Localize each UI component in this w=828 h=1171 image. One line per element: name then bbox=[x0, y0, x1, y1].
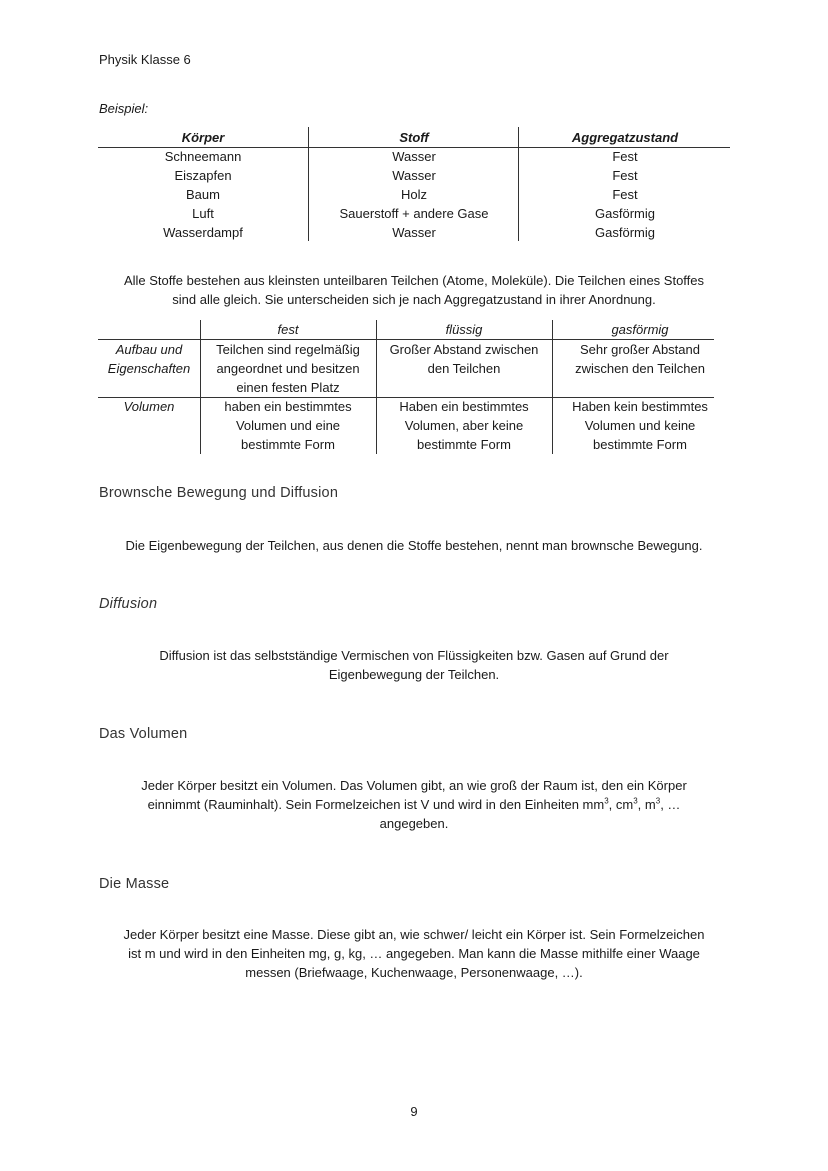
table-cell: Gasförmig bbox=[595, 206, 655, 221]
text-line: ist m und wird in den Einheiten mg, g, kg, … angegeben. Man kann die Masse mithilfe einer Waage bbox=[128, 946, 700, 961]
table-cell: Schneemann bbox=[164, 149, 242, 164]
states-table bbox=[98, 320, 730, 454]
column-aggregatzustand bbox=[518, 127, 731, 241]
superscript: 3 bbox=[655, 796, 661, 806]
text-line: bestimmte Form bbox=[417, 437, 511, 452]
text-line: Volumen, aber keine bbox=[404, 418, 524, 433]
text-line: angegeben. bbox=[379, 816, 449, 831]
page-number: 9 bbox=[410, 1104, 418, 1119]
column-header: Aggregatzustand bbox=[571, 130, 679, 145]
section-heading-volume: Das Volumen bbox=[99, 726, 188, 742]
column-header-fluessig: flüssig bbox=[445, 322, 483, 337]
table-cell: Holz bbox=[400, 187, 427, 202]
table-cell bbox=[376, 340, 552, 378]
text-line: zwischen den Teilchen bbox=[575, 361, 705, 376]
text-line: Eigenschaften bbox=[107, 361, 191, 376]
text-line: Jeder Körper besitzt eine Masse. Diese gibt an, wie schwer/ leicht ein Körper ist. Sein Formelzeichen bbox=[123, 927, 705, 942]
text-span: einnimmt (Rauminhalt). Sein Formelzeichen ist V und wird in den Einheiten mm bbox=[147, 797, 605, 812]
text-line: Haben ein bestimmtes bbox=[399, 399, 529, 414]
row-label-aufbau bbox=[98, 340, 200, 378]
text-line: einen festen Platz bbox=[236, 380, 340, 395]
text-span: , cm bbox=[608, 797, 634, 812]
text-line: Sehr großer Abstand bbox=[580, 342, 700, 357]
text-line: Alle Stoffe bestehen aus kleinsten unteilbaren Teilchen (Atome, Moleküle). Die Teilchen eines Stoffes bbox=[123, 273, 705, 288]
text-line: Volumen und eine bbox=[235, 418, 341, 433]
superscript: 3 bbox=[604, 796, 609, 806]
table-cell: Wasserdampf bbox=[163, 225, 243, 240]
brown-paragraph: Die Eigenbewegung der Teilchen, aus denen die Stoffe bestehen, nennt man brownsche Bewegung. bbox=[125, 538, 703, 553]
page-header: Physik Klasse 6 bbox=[99, 52, 191, 67]
text-line: angeordnet und besitzen bbox=[216, 361, 360, 376]
text-line bbox=[70, 795, 758, 814]
text-line: Volumen und keine bbox=[584, 418, 696, 433]
text-line: sind alle gleich. Sie unterscheiden sich je nach Aggregatzustand in ihrer Anordnung. bbox=[172, 292, 656, 307]
table-cell: Wasser bbox=[392, 149, 436, 164]
table-cell: Wasser bbox=[392, 225, 436, 240]
section-heading-diffusion: Diffusion bbox=[99, 596, 158, 612]
column-header-gasfoermig: gasförmig bbox=[611, 322, 669, 337]
particles-paragraph bbox=[90, 271, 738, 309]
text-line: Großer Abstand zwischen bbox=[389, 342, 539, 357]
superscript: 3 bbox=[633, 796, 638, 806]
diffusion-paragraph bbox=[90, 646, 738, 684]
section-heading-brown: Brownsche Bewegung und Diffusion bbox=[99, 485, 339, 501]
table-cell: Sauerstoff + andere Gase bbox=[339, 206, 489, 221]
mass-paragraph bbox=[70, 925, 758, 982]
table-cell bbox=[200, 340, 376, 397]
table-cell: Fest bbox=[612, 149, 638, 164]
volume-paragraph bbox=[70, 776, 758, 833]
table-cell: Luft bbox=[192, 206, 214, 221]
column-header: Stoff bbox=[399, 130, 429, 145]
table-cell bbox=[552, 397, 728, 454]
text-line: Eigenbewegung der Teilchen. bbox=[328, 667, 500, 682]
table-cell bbox=[552, 340, 728, 378]
table-cell: Fest bbox=[612, 168, 638, 183]
text-line: den Teilchen bbox=[427, 361, 501, 376]
text-line: Diffusion ist das selbstständige Vermischen von Flüssigkeiten bzw. Gasen auf Grund der bbox=[159, 648, 669, 663]
table-cell: Wasser bbox=[392, 168, 436, 183]
example-table bbox=[98, 127, 730, 241]
example-label: Beispiel: bbox=[99, 101, 149, 116]
section-heading-mass: Die Masse bbox=[99, 876, 170, 892]
table-cell bbox=[200, 397, 376, 454]
table-cell: Baum bbox=[186, 187, 220, 202]
column-header: Körper bbox=[181, 130, 225, 145]
text-line: Jeder Körper besitzt ein Volumen. Das Volumen gibt, an wie groß der Raum ist, den ein Körper bbox=[141, 778, 687, 793]
column-koerper bbox=[98, 127, 308, 241]
text-line: Haben kein bestimmtes bbox=[572, 399, 708, 414]
column-stoff bbox=[308, 127, 519, 241]
table-cell bbox=[376, 397, 552, 454]
table-cell: Eiszapfen bbox=[174, 168, 232, 183]
row-label-volumen: Volumen bbox=[123, 399, 175, 414]
text-line: bestimmte Form bbox=[593, 437, 687, 452]
text-line: Teilchen sind regelmäßig bbox=[216, 342, 360, 357]
table-cell: Gasförmig bbox=[595, 225, 655, 240]
text-line: haben ein bestimmtes bbox=[224, 399, 352, 414]
text-line: messen (Briefwaage, Kuchenwaage, Personenwaage, …). bbox=[245, 965, 583, 980]
text-span: , … bbox=[660, 797, 681, 812]
table-cell: Fest bbox=[612, 187, 638, 202]
text-line: bestimmte Form bbox=[241, 437, 335, 452]
column-header-fest: fest bbox=[277, 322, 299, 337]
text-span: , m bbox=[637, 797, 656, 812]
text-line: Aufbau und bbox=[115, 342, 183, 357]
